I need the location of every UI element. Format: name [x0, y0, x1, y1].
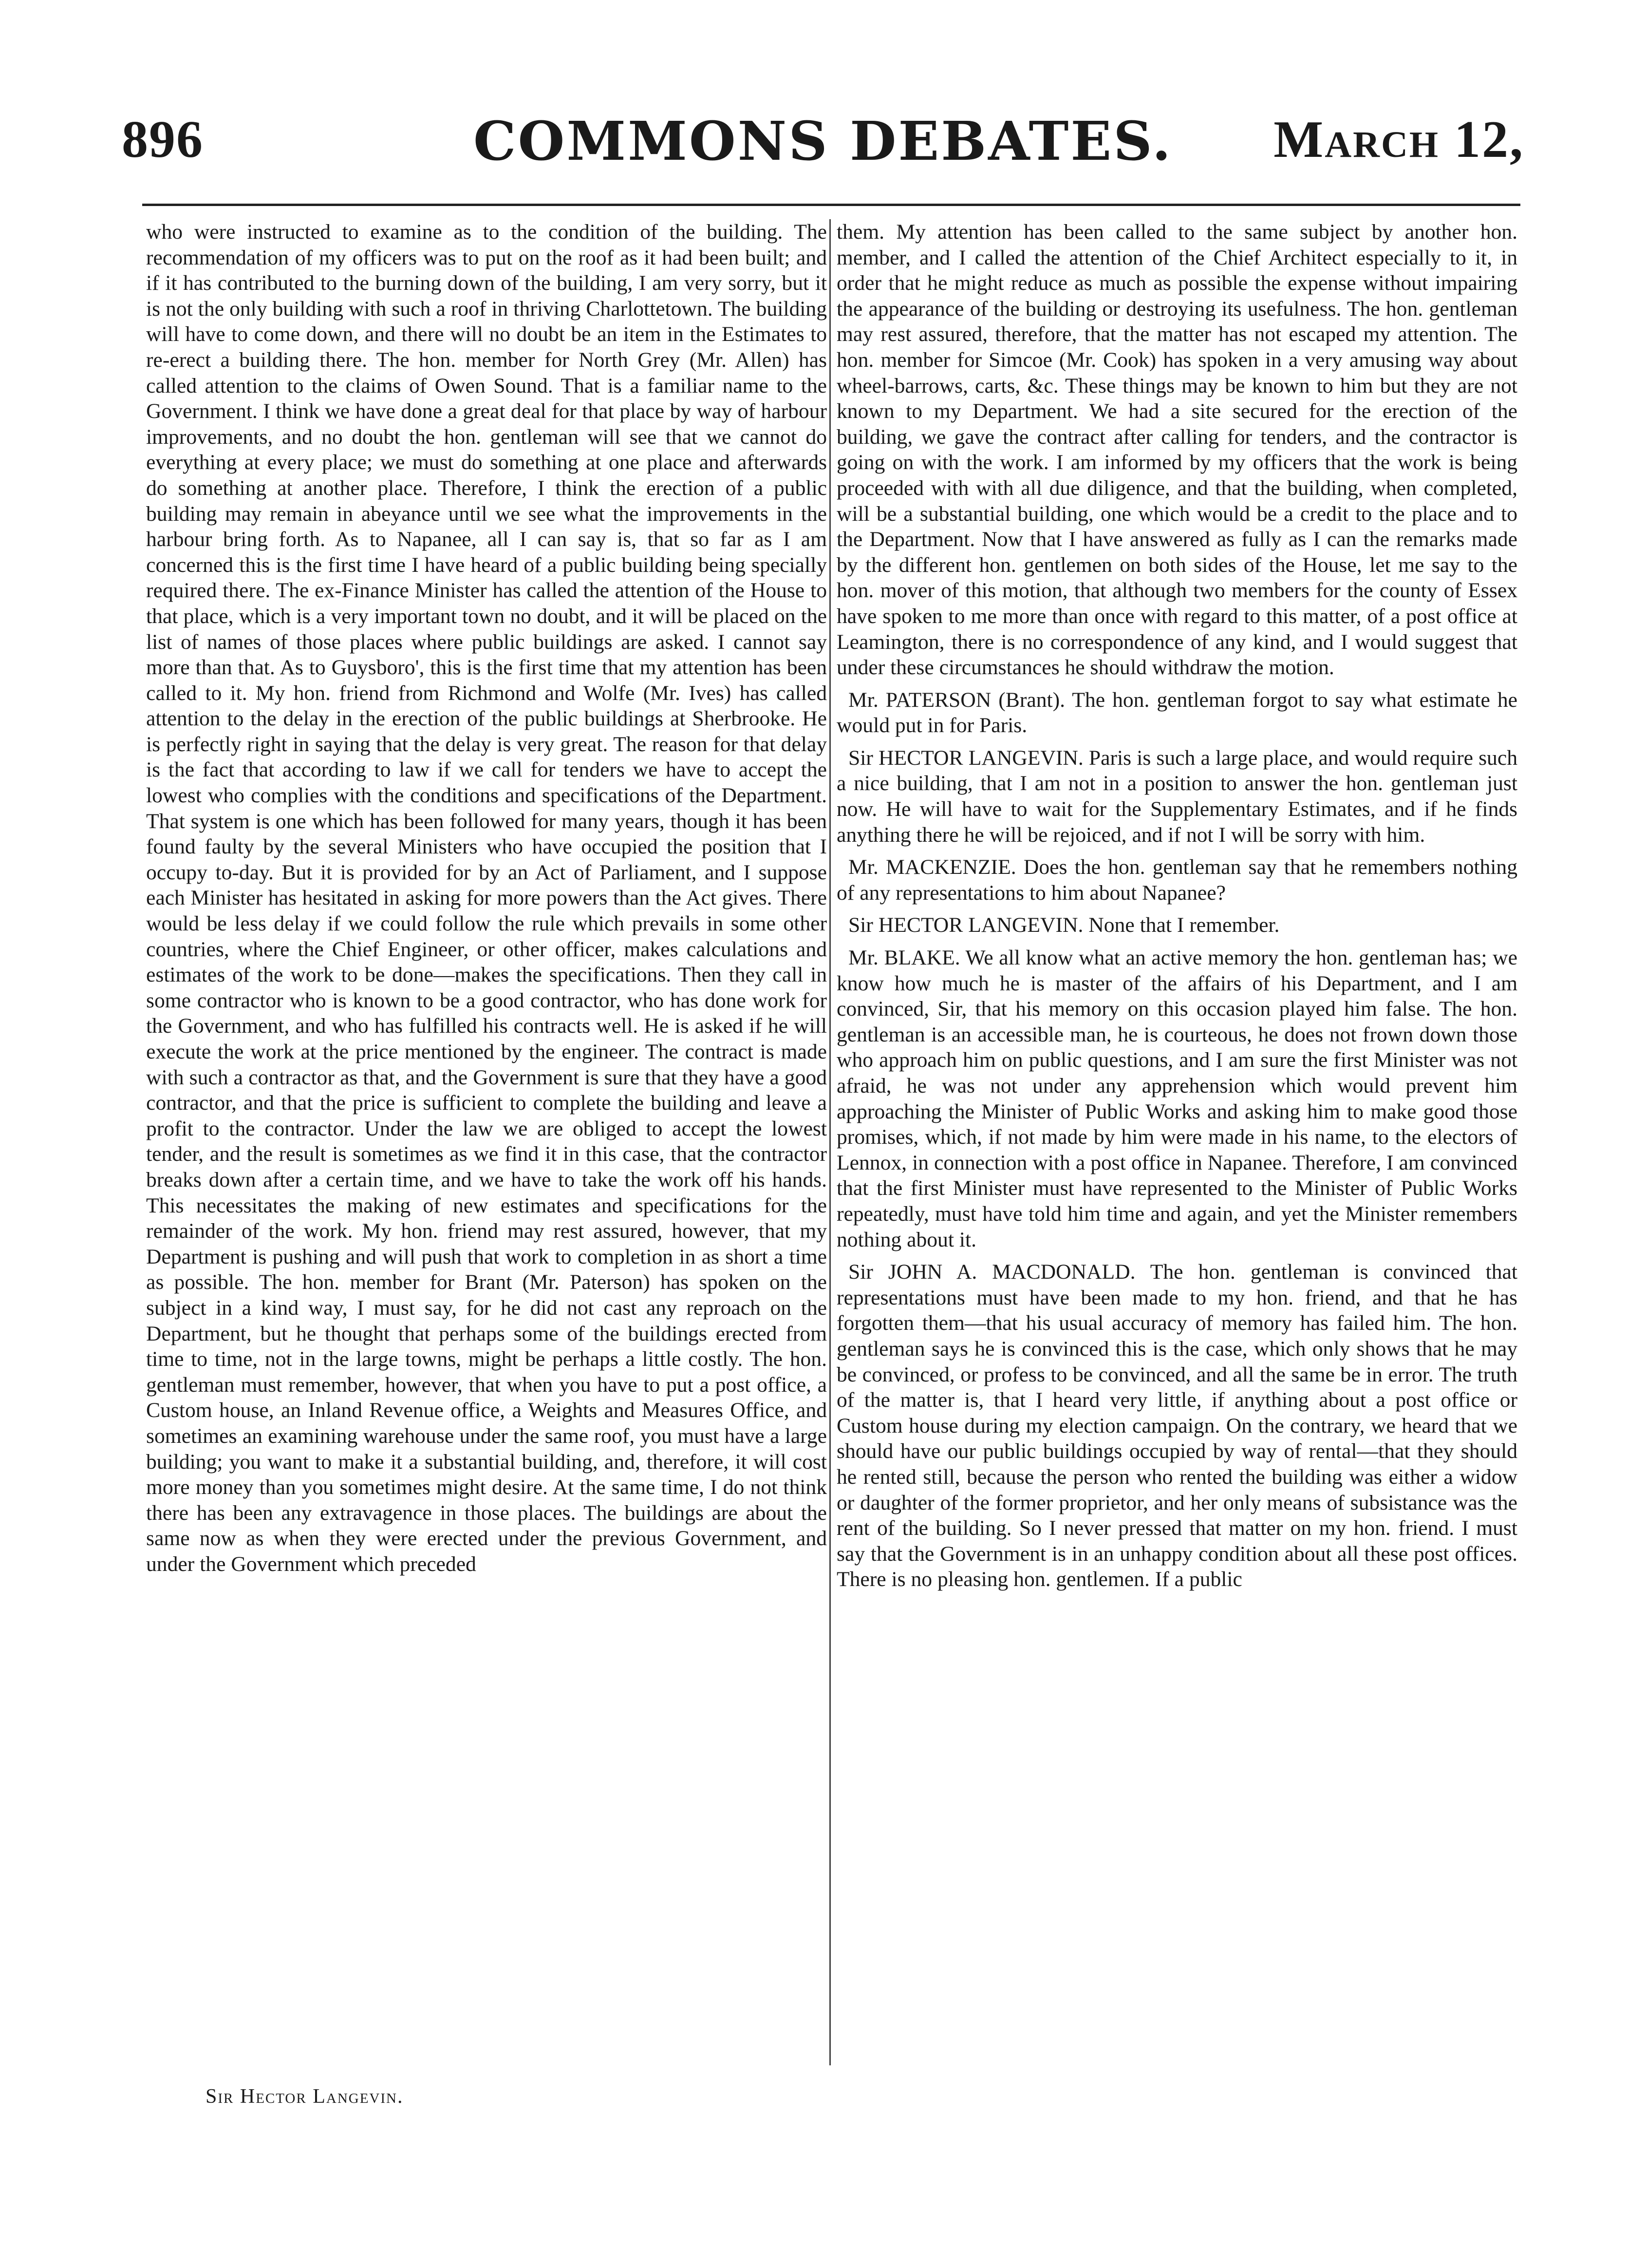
right-column: [837, 219, 1517, 1599]
speech-langevin-paris: Sir HECTOR LANGEVIN. Paris is such a large place, and would require such a nice building, that I am not in a position to answer the hon. gentleman just now. He will have to wait for the Supplementary Estimates, and if he finds anything there he will be rejoiced, and if not I will be sorry with him.: [837, 746, 1517, 847]
date-heading: March 12,: [1273, 111, 1524, 169]
left-column: [146, 219, 827, 1584]
speech-langevin-none: Sir HECTOR LANGEVIN. None that I remember.: [848, 913, 1280, 937]
column-divider: [829, 219, 831, 2065]
speech-paterson: Mr. PATERSON (Brant). The hon. gentleman forgot to say what estimate he would put in for Paris.: [837, 688, 1517, 737]
speech-blake: Mr. BLAKE. We all know what an active memory the hon. gentleman has; we know how much he is master of the affairs of his Department, and I am convinced, Sir, that his memory on this occasion played him false. The hon. gentleman is an accessible man, he is courteous, he does not frown down those who approach him on public questions, and I am sure the first Minister was not afraid, he was not under any apprehension which would prevent him approaching the Minister of Public Works and asking him to make good those promises, which, if not made by him were made in his name, to the electors of Lennox, in connection with a post office in Napanee. Therefore, I am convinced that the first Minister must have represented to the Minister of Public Works repeatedly, must have told him time and again, and yet the Minister remembers nothing about it.: [837, 946, 1517, 1251]
page-number: 896: [122, 111, 204, 169]
page-header: [122, 110, 1524, 188]
left-paragraph: who were instructed to examine as to the condition of the building. The recommendation of my officers was to put on the roof as it had been built; and if it has contributed to the burning down of the building, I am very sorry, but it is not the only building with such a roof in thriving Charlottetown. The building will have to come down, and there will no doubt be an item in the Estimates to re-erect a building there. The hon. member for North Grey (Mr. Allen) has called attention to the claims of Owen Sound. That is a familiar name to the Government. I think we have done a great deal for that place by way of harbour improvements, and no doubt the hon. gentleman will see that we cannot do everything at every place; we must do something at one place and afterwards do something at another place. Therefore, I think the erection of a public building may remain in abeyance until we see what the improvements in the harbour bring forth. As to Napanee, all I can say is, that so far as I am concerned this is the first time I have heard of a public building being specially required there. The ex-Finance Minister has called the attention of the House to that place, which is a very important town no doubt, and it will be placed on the list of names of those places where public buildings are asked. I cannot say more than that. As to Guysboro', this is the first time that my attention has been called to it. My hon. friend from Richmond and Wolfe (Mr. Ives) has called attention to the delay in the erection of the public buildings at Sherbrooke. He is perfectly right in saying that the delay is very great. The reason for that delay is the fact that according to law if we call for tenders we have to accept the lowest who complies with the conditions and specifications of the Department. That system is one which has been followed for many years, though it has been found faulty by the several Ministers who have occupied the position that I occupy to-day. But it is provided for by an Act of Parliament, and I suppose each Minister has hesitated in asking for more powers than the Act gives. There would be less delay if we could follow the rule which prevails in some other countries, where the Chief Engineer, or other officer, makes calculations and estimates of the work to be done—makes the specifications. Then they call in some contractor who is known to be a good contractor, who has done work for the Government, and who has fulfilled his contracts well. He is asked if he will execute the work at the price mentioned by the engineer. The contract is made with such a contractor as that, and the Government is sure that they have a good contractor, and that the price is sufficient to complete the building and leave a profit to the contractor. Under the law we are obliged to accept the lowest tender, and the result is sometimes as we find it in this case, that the contractor breaks down after a certain time, and we have to take the work off his hands. This necessitates the making of new estimates and specifications for the remainder of the work. My hon. friend may rest assured, however, that my Department is pushing and will push that work to completion in as short a time as possible. The hon. member for Brant (Mr. Paterson) has spoken on the subject in a kind way, I must say, for he did not cast any reproach on the Department, but he thought that perhaps some of the buildings erected from time to time, not in the large towns, might be perhaps a little costly. The hon. gentleman must remember, however, that when you have to put a post office, a Custom house, an Inland Revenue office, a Weights and Measures Office, and sometimes an examining warehouse under the same roof, you must have a large building; you want to make it a substantial building, and, therefore, it will cost more money than you sometimes might desire. At the same time, I do not think there has been any extravagence in those places. The buildings are about the same now as when they were erected under the previous Government, and under the Government which preceded: [146, 220, 827, 1576]
speech-mackenzie: Mr. MACKENZIE. Does the hon. gentleman say that he remembers nothing of any representations to him about Napanee?: [837, 855, 1517, 905]
speech-macdonald: Sir JOHN A. MACDONALD. The hon. gentleman is convinced that representations must have been made to my hon. friend, and that he has forgotten them—that his usual accuracy of memory has failed him. The hon. gentleman says he is convinced this is the case, which only shows that he may be convinced, or profess to be convinced, and all the same be in error. The truth of the matter is, that I heard very little, if anything about a post office or Custom house during my election campaign. On the contrary, we heard that we should have our public buildings occupied by way of rental—that they should he rented still, because the person who rented the building was either a widow or daughter of the former proprietor, and her only means of subsistance was the rent of the building. So I never pressed that matter on my hon. friend. I must say that the Government is in an unhappy condition about all these post offices. There is no pleasing hon. gentlemen. If a public: [837, 1260, 1517, 1591]
footer-speaker-name: Sir Hector Langevin.: [206, 2085, 404, 2108]
right-paragraph: them. My attention has been called to the same subject by another hon. member, and I called the attention of the Chief Architect especially to it, in order that he might reduce as much as possible the expense without impairing the appearance of the building or destroying its usefulness. The hon. gentleman may rest assured, therefore, that the matter has not escaped my attention. The hon. member for Simcoe (Mr. Cook) has spoken in a very amusing way about wheel-barrows, carts, &c. These things may be known to him but they are not known to my Department. We had a site secured for the erection of the building, we gave the contract after calling for tenders, and the contractor is going on with the work. I am informed by my officers that the work is being proceeded with with all due diligence, and that the building, when completed, will be a substantial building, one which would be a credit to the place and to the Department. Now that I have answered as fully as I can the remarks made by the different hon. gentlemen on both sides of the House, let me say to the hon. mover of this motion, that although two members for the county of Essex have spoken to me more than once with regard to this matter, of a post office at Leamington, there is no correspondence of any kind, and I would suggest that under these circumstances he should withdraw the motion.: [837, 220, 1517, 680]
header-rule: [142, 204, 1520, 206]
running-title: COMMONS DEBATES.: [473, 110, 1173, 172]
